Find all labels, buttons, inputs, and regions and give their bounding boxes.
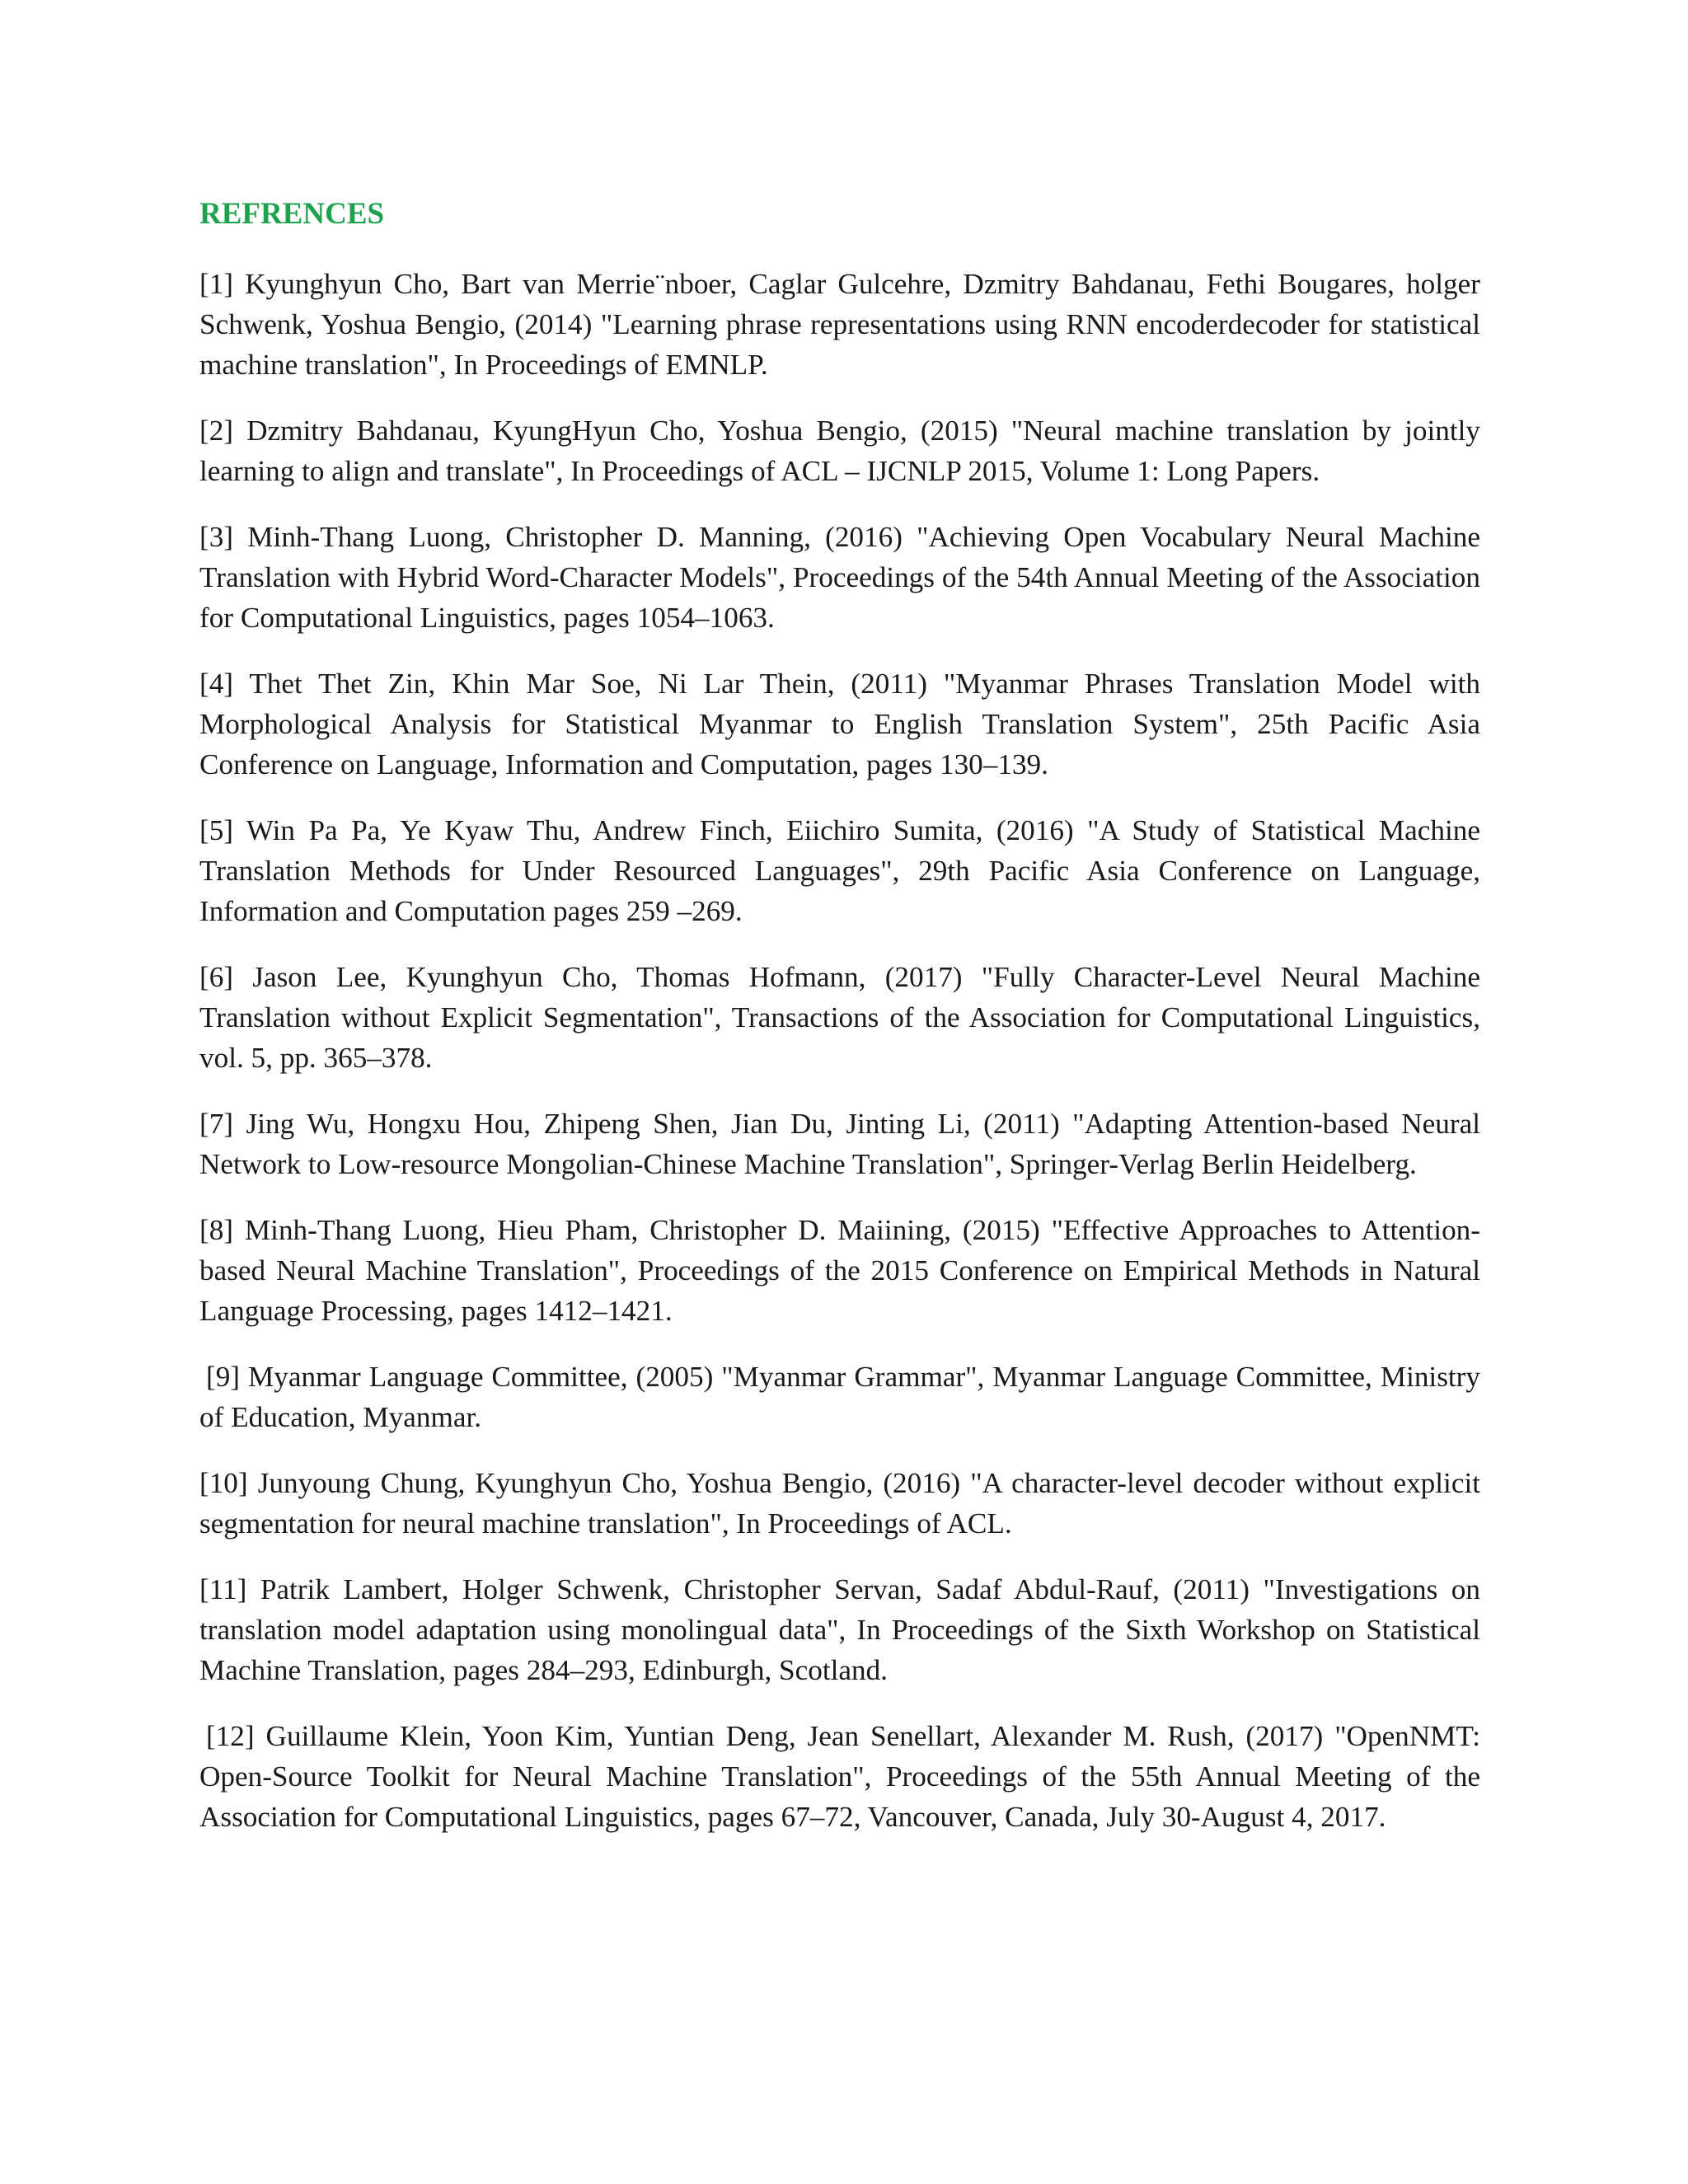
reference-item-8: [8] Minh-Thang Luong, Hieu Pham, Christopher D. Maiining, (2015) "Effective Approaches to Attention-based Neural Machine Translation", Proceedings of the 2015 Conference on Empirical Methods in Natural Language Processing, pages 1412–1421. xyxy=(199,1214,1480,1327)
reference-item-1: [1] Kyunghyun Cho, Bart van Merrie¨nboer, Caglar Gulcehre, Dzmitry Bahdanau, Fethi Bougares, holger Schwenk, Yoshua Bengio, (2014) "Learning phrase representations using RNN encoderdecoder for statistical machine translation", In Proceedings of EMNLP. xyxy=(199,268,1480,381)
reference-item-4: [4] Thet Thet Zin, Khin Mar Soe, Ni Lar Thein, (2011) "Myanmar Phrases Translation Model with Morphological Analysis for Statistical Myanmar to English Translation System", 25th Pacific Asia Conference on Language, Information and Computation, pages 130–139. xyxy=(199,668,1480,780)
reference-item-6: [6] Jason Lee, Kyunghyun Cho, Thomas Hofmann, (2017) "Fully Character-Level Neural Machine Translation without Explicit Segmentation", Transactions of the Association for Computational Linguistics, vol. 5, pp. 365–378. xyxy=(199,961,1480,1074)
reference-item-3: [3] Minh-Thang Luong, Christopher D. Manning, (2016) "Achieving Open Vocabulary Neural Machine Translation with Hybrid Word-Character Models", Proceedings of the 54th Annual Meeting of the Association for Computational Linguistics, pages 1054–1063. xyxy=(199,521,1480,634)
reference-item-9: [9] Myanmar Language Committee, (2005) "Myanmar Grammar", Myanmar Language Committee, Ministry of Education, Myanmar. xyxy=(199,1361,1480,1433)
reference-item-12: [12] Guillaume Klein, Yoon Kim, Yuntian Deng, Jean Senellart, Alexander M. Rush, (2017) "OpenNMT: Open-Source Toolkit for Neural Machine Translation", Proceedings of the 55th Annual Meeting of the Association for Computational Linguistics, pages 67–72, Vancouver, Canada, July 30-August 4, 2017. xyxy=(199,1720,1480,1833)
reference-item-5: [5] Win Pa Pa, Ye Kyaw Thu, Andrew Finch, Eiichiro Sumita, (2016) "A Study of Statistical Machine Translation Methods for Under Resourced Languages", 29th Pacific Asia Conference on Language, Information and Computation pages 259 –269. xyxy=(199,814,1480,927)
reference-item-11: [11] Patrik Lambert, Holger Schwenk, Christopher Servan, Sadaf Abdul-Rauf, (2011) "Investigations on translation model adaptation using monolingual data", In Proceedings of the Sixth Workshop on Statistical Machine Translation, pages 284–293, Edinburgh, Scotland. xyxy=(199,1573,1480,1686)
reference-list xyxy=(199,264,1480,1863)
reference-item-10: [10] Junyoung Chung, Kyunghyun Cho, Yoshua Bengio, (2016) "A character-level decoder without explicit segmentation for neural machine translation", In Proceedings of ACL. xyxy=(199,1467,1480,1540)
references-heading: REFRENCES xyxy=(199,197,385,231)
reference-item-7: [7] Jing Wu, Hongxu Hou, Zhipeng Shen, Jian Du, Jinting Li, (2011) "Adapting Attention-based Neural Network to Low-resource Mongolian-Chinese Machine Translation", Springer-Verlag Berlin Heidelberg. xyxy=(199,1108,1480,1180)
reference-item-2: [2] Dzmitry Bahdanau, KyungHyun Cho, Yoshua Bengio, (2015) "Neural machine translation by jointly learning to align and translate", In Proceedings of ACL – IJCNLP 2015, Volume 1: Long Papers. xyxy=(199,415,1480,487)
